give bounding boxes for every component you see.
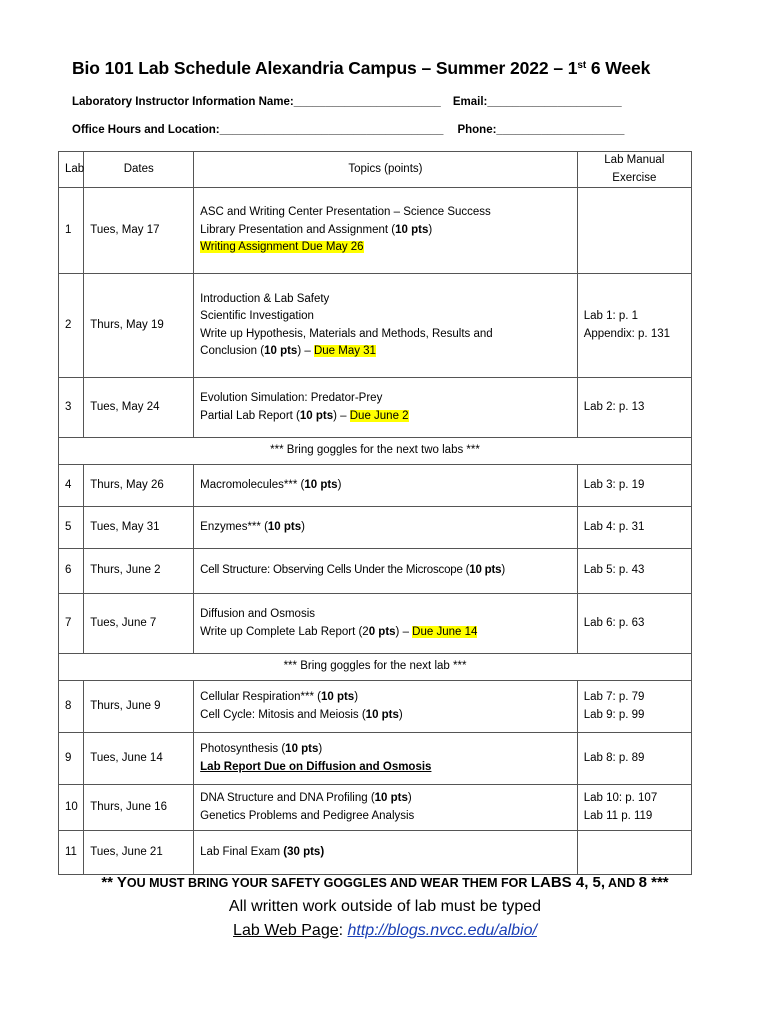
lab-date: Thurs, May 19 [84,274,194,378]
lab-topics: Evolution Simulation: Predator-Prey Partial Lab Report (10 pts) – Due June 2 [194,378,578,438]
goggles-banner: *** Bring goggles for the next two labs *** [59,438,692,465]
header-topics: Topics (points) [194,152,578,188]
lab-number: 1 [59,188,84,274]
lab-number: 7 [59,594,84,654]
due-highlight: Writing Assignment Due May 26 [200,241,364,254]
table-header-row [59,152,692,188]
lab-topics: DNA Structure and DNA Profiling (10 pts) Genetics Problems and Pedigree Analysis [194,785,578,831]
lab-topics: Diffusion and Osmosis Write up Complete Lab Report (20 pts) – Due June 14 [194,594,578,654]
lab-web-page-link[interactable]: http://blogs.nvcc.edu/albio/ [347,922,537,939]
office-info-line [72,124,624,136]
typed-work-notice: All written work outside of lab must be typed [228,898,542,915]
lab-date: Tues, May 31 [84,507,194,549]
lab-number: 3 [59,378,84,438]
table-row [59,378,692,438]
lab-date: Tues, June 14 [84,733,194,785]
table-row [59,274,692,378]
lab-manual: Lab 7: p. 79 Lab 9: p. 99 [577,681,691,733]
lab-date: Thurs, May 26 [84,465,194,507]
lab-topics: Photosynthesis (10 pts) Lab Report Due on Diffusion and Osmosis [194,733,578,785]
lab-date: Tues, June 7 [84,594,194,654]
page-title: Bio 101 Lab Schedule Alexandria Campus – Summer 2022 – 1st 6 Week [72,58,651,78]
lab-date: Thurs, June 16 [84,785,194,831]
lab-topics: Enzymes*** (10 pts) [194,507,578,549]
lab-number: 8 [59,681,84,733]
lab-number: 2 [59,274,84,378]
lab-number: 6 [59,549,84,594]
lab-date: Thurs, June 2 [84,549,194,594]
table-row [59,733,692,785]
lab-topics: Cell Structure: Observing Cells Under the Microscope (10 pts) [194,549,578,594]
goggles-banner: *** Bring goggles for the next lab *** [59,654,692,681]
lab-manual [577,831,691,875]
lab-manual [577,188,691,274]
lab-number: 10 [59,785,84,831]
lab-manual: Lab 2: p. 13 [577,378,691,438]
lab-number: 9 [59,733,84,785]
lab-date: Tues, June 21 [84,831,194,875]
phone-label: Phone:____________________ [457,124,625,136]
lab-topics: Introduction & Lab Safety Scientific Investigation Write up Hypothesis, Materials and Methods, Results and Conclusion (10 pts) – Due May 31 [194,274,578,378]
lab-manual: Lab 1: p. 1 Appendix: p. 131 [577,274,691,378]
table-row [59,681,692,733]
lab-schedule-table [58,151,692,875]
goggles-banner-row [59,438,692,465]
lab-manual: Lab 4: p. 31 [577,507,691,549]
table-row [59,465,692,507]
lab-manual: Lab 6: p. 63 [577,594,691,654]
lab-date: Tues, May 17 [84,188,194,274]
lab-date: Tues, May 24 [84,378,194,438]
instructor-name-label: Laboratory Instructor Information Name:_______________________ [72,96,441,108]
lab-number: 11 [59,831,84,875]
email-label: Email:_____________________ [452,96,622,108]
table-row [59,785,692,831]
lab-topics: ASC and Writing Center Presentation – Science Success Library Presentation and Assignment (10 pts) Writing Assignment Due May 26 [194,188,578,274]
web-page-label: Lab Web Page [233,922,339,939]
goggles-warning: ** YOU MUST BRING YOUR SAFETY GOGGLES AND WEAR THEM FOR LABS 4, 5, AND 8 *** [101,874,669,891]
table-row [59,831,692,875]
table-row [59,507,692,549]
due-highlight: Due June 2 [349,409,409,422]
lab-manual: Lab 3: p. 19 [577,465,691,507]
due-highlight: Due June 14 [412,625,478,638]
goggles-banner-row [59,654,692,681]
header-lab: Lab [59,152,84,188]
lab-topics: Macromolecules*** (10 pts) [194,465,578,507]
lab-manual: Lab 5: p. 43 [577,549,691,594]
table-row [59,594,692,654]
table-row [59,549,692,594]
due-highlight: Due May 31 [313,345,376,357]
header-dates: Dates [84,152,194,188]
lab-web-page-line: Lab Web Page: http://blogs.nvcc.edu/albio/ [233,922,537,939]
office-hours-label: Office Hours and Location:___________________________________ [72,124,444,136]
lab-date: Thurs, June 9 [84,681,194,733]
lab-manual: Lab 8: p. 89 [577,733,691,785]
lab-topics: Lab Final Exam (30 pts) [194,831,578,875]
lab-number: 5 [59,507,84,549]
table-row [59,188,692,274]
lab-number: 4 [59,465,84,507]
lab-topics: Cellular Respiration*** (10 pts) Cell Cycle: Mitosis and Meiosis (10 pts) [194,681,578,733]
header-manual: Lab Manual Exercise [577,152,691,188]
lab-manual: Lab 10: p. 107 Lab 11 p. 119 [577,785,691,831]
instructor-info-line [72,96,622,108]
